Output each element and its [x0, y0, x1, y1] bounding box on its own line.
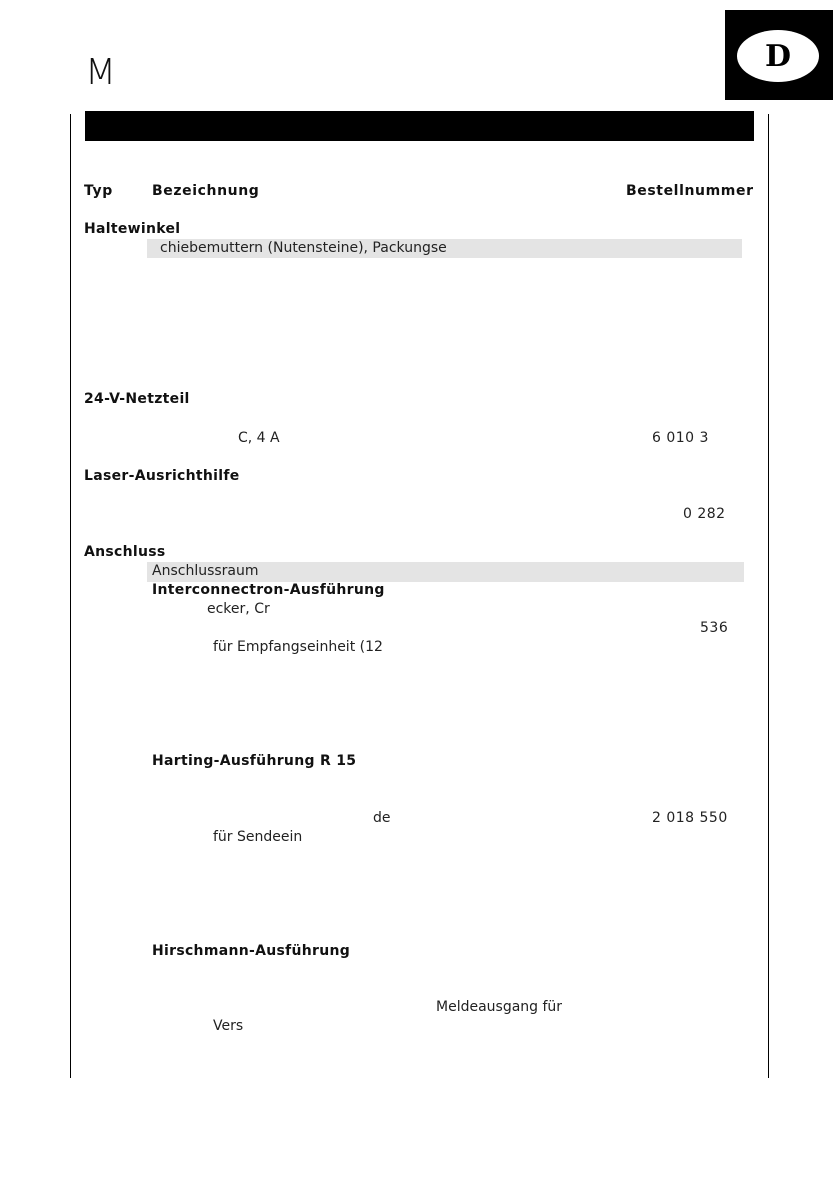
- netzteil-order-number: 6 010 3: [652, 430, 709, 446]
- section-title-laser: Laser-Ausrichthilfe: [84, 468, 240, 484]
- subsection-title-interconnectron: Interconnectron-Ausführung: [152, 582, 385, 598]
- section-title-netzteil: 24-V-Netzteil: [84, 391, 190, 407]
- laser-order-number: 0 282: [683, 506, 726, 522]
- interconnectron-line-2: für Empfangseinheit (12: [213, 639, 383, 655]
- harting-line-1: de: [373, 810, 391, 826]
- column-header-type: Typ: [84, 183, 113, 199]
- interconnectron-line-1: ecker, Cr: [207, 601, 270, 617]
- language-badge-oval: [737, 30, 819, 82]
- language-badge: [725, 10, 833, 100]
- hirschmann-line-2: Vers: [213, 1018, 244, 1034]
- netzteil-line-1: C, 4 A: [238, 430, 280, 446]
- left-margin-rule: [70, 114, 71, 1078]
- anschluss-line-1: Anschlussraum: [152, 563, 259, 579]
- subsection-title-harting: Harting-Ausführung R 15: [152, 753, 357, 769]
- title-bar: [85, 111, 754, 141]
- hirschmann-line-1: Meldeausgang für: [436, 999, 563, 1015]
- column-header-order-number: Bestellnummer: [626, 183, 754, 199]
- column-header-description: Bezeichnung: [152, 183, 260, 199]
- right-margin-rule: [768, 114, 769, 1078]
- language-badge-label: D: [764, 39, 791, 74]
- section-title-anschluss: Anschluss: [84, 544, 166, 560]
- haltewinkel-line-1: chiebemuttern (Nutensteine), Packungse: [160, 240, 447, 256]
- interconnectron-order-number: 536: [700, 620, 729, 636]
- harting-order-number: 2 018 550: [652, 810, 728, 826]
- harting-line-2: für Sendeein: [213, 829, 303, 845]
- subsection-title-hirschmann: Hirschmann-Ausführung: [152, 943, 351, 959]
- header-letter: M: [85, 52, 117, 93]
- section-title-haltewinkel: Haltewinkel: [84, 221, 181, 237]
